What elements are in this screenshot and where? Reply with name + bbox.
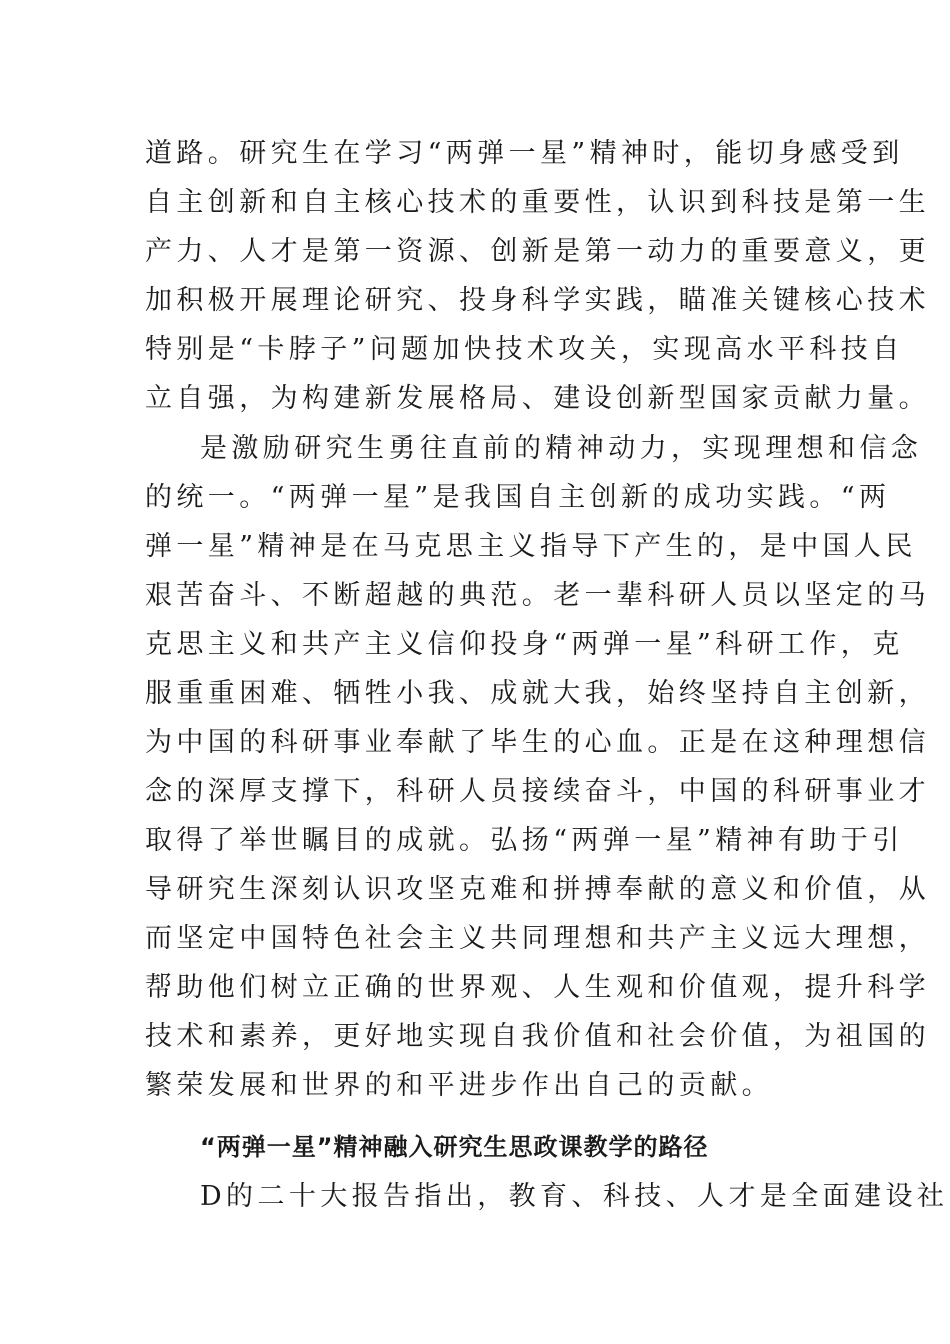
paragraph-line: 加积极开展理论研究、投身科学实践，瞄准关键核心技术 <box>145 285 930 316</box>
paragraph-line: 为中国的科研事业奉献了毕生的心血。正是在这种理想信 <box>145 727 930 758</box>
paragraph-line: 繁荣发展和世界的和平进步作出自己的贡献。 <box>145 1070 773 1101</box>
paragraph-line: 是激励研究生勇往直前的精神动力，实现理想和信念 <box>200 433 923 464</box>
paragraph-line: 的统一。“两弹一星”是我国自主创新的成功实践。“两 <box>145 482 891 513</box>
paragraph-line: 自主创新和自主核心技术的重要性，认识到科技是第一生 <box>145 187 930 218</box>
paragraph-line: 服重重困难、牺牲小我、成就大我，始终坚持自主创新， <box>145 678 930 709</box>
paragraph-line: 道路。研究生在学习“两弹一星”精神时，能切身感受到 <box>145 138 904 169</box>
paragraph-line: 产力、人才是第一资源、创新是第一动力的重要意义，更 <box>145 236 930 267</box>
paragraph-1 <box>145 129 930 423</box>
paragraph-line: 克思主义和共产主义信仰投身“两弹一星”科研工作，克 <box>145 629 904 660</box>
paragraph-line: 弹一星”精神是在马克思主义指导下产生的，是中国人民 <box>145 531 917 562</box>
paragraph-line: 立自强，为构建新发展格局、建设创新型国家贡献力量。 <box>145 383 930 414</box>
paragraph-line: 特别是“卡脖子”问题加快技术攻关，实现高水平科技自 <box>145 334 904 365</box>
paragraph-2 <box>145 424 930 1110</box>
paragraph-line: 念的深厚支撑下，科研人员接续奋斗，中国的科研事业才 <box>145 776 930 807</box>
paragraph-line: 取得了举世瞩目的成就。弘扬“两弹一星”精神有助于引 <box>145 825 904 856</box>
paragraph-line: 技术和素养，更好地实现自我价值和社会价值，为祖国的 <box>145 1021 930 1052</box>
paragraph-line: 导研究生深刻认识攻坚克难和拼搏奉献的意义和价值，从 <box>145 874 930 905</box>
paragraph-line: 帮助他们树立正确的世界观、人生观和价值观，提升科学 <box>145 972 930 1003</box>
paragraph-line: D的二十大报告指出，教育、科技、人才是全面建设社 <box>200 1181 949 1212</box>
paragraph-3 <box>145 1172 949 1221</box>
paragraph-line: 而坚定中国特色社会主义共同理想和共产主义远大理想， <box>145 923 930 954</box>
section-heading: “两弹一星”精神融入研究生思政课教学的路径 <box>200 1133 709 1161</box>
paragraph-line: 艰苦奋斗、不断超越的典范。老一辈科研人员以坚定的马 <box>145 580 930 611</box>
